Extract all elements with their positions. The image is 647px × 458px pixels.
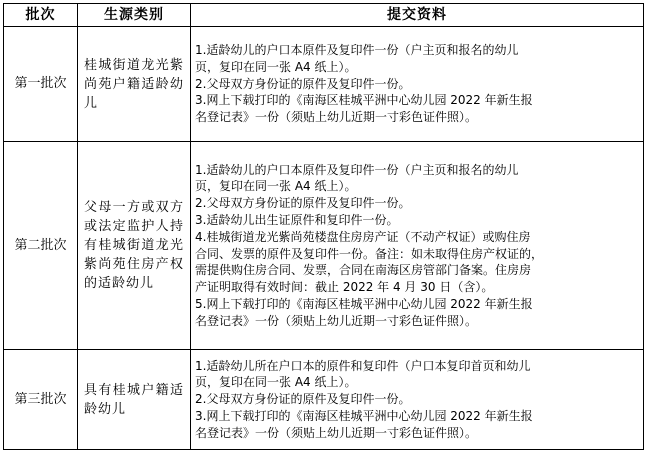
table-row-batch-1: [4, 27, 644, 142]
requirement-line: 合同、发票的原件及复印件一份。备注：如未取得住房产权证的，: [195, 246, 544, 261]
requirement-line: 1.适龄幼儿的户口本原件及复印件一份（户主页和报名的幼儿: [195, 162, 519, 177]
header-source: 生源类别: [78, 4, 191, 27]
source-cell: 桂城街道龙光紫尚苑户籍适龄幼儿: [78, 27, 191, 142]
table-row-batch-3: [4, 350, 644, 450]
header-batch: 批次: [4, 4, 78, 27]
requirement-line: 名登记表》一份（须贴上幼儿近期一寸彩色证件照）。: [195, 425, 478, 440]
batch-cell: 第三批次: [4, 350, 78, 450]
requirement-line: 4.桂城街道龙光紫尚苑楼盘住房房产证（不动产权证）或购住房: [195, 229, 531, 244]
table-header-row: [4, 4, 644, 27]
requirement-line: 3.网上下载打印的《南海区桂城平洲中心幼儿园 2022 年新生报: [195, 408, 533, 423]
requirement-line: 页，复印在同一张 A4 纸上）。: [195, 179, 357, 194]
requirements-cell: [191, 350, 644, 450]
requirement-line: 页，复印在同一张 A4 纸上）。: [195, 375, 357, 390]
requirement-line: 2.父母双方身份证的原件及复印件一份。: [195, 392, 411, 407]
batch-cell: 第二批次: [4, 142, 78, 350]
batch-cell: 第一批次: [4, 27, 78, 142]
requirement-line: 需提供购住房合同、发票，合同在南海区房管部门备案。住房房: [195, 263, 532, 278]
requirement-line: 产证明取得有效时间：截止 2022 年 4 月 30 日（含）。: [195, 280, 494, 295]
requirement-line: 1.适龄幼儿的户口本原件及复印件一份（户主页和报名的幼儿: [195, 43, 519, 57]
requirements-cell: [191, 27, 644, 142]
table-row-batch-2: [4, 142, 644, 350]
source-cell: 父母一方或双方或法定监护人持有桂城街道龙光紫尚苑住房产权的适龄幼儿: [78, 142, 191, 350]
requirement-line: 名登记表》一份（须贴上幼儿近期一寸彩色证件照）。: [195, 313, 478, 328]
requirement-line: 3.网上下载打印的《南海区桂城平洲中心幼儿园 2022 年新生报: [195, 93, 533, 108]
requirement-line: 页，复印在同一张 A4 纸上）。: [195, 59, 357, 74]
requirements-cell: [191, 142, 644, 350]
source-cell: 具有桂城户籍适龄幼儿: [78, 350, 191, 450]
admission-requirements-table: [3, 3, 644, 450]
requirement-line: 2.父母双方身份证的原件及复印件一份。: [195, 76, 411, 91]
requirement-line: 5.网上下载打印的《南海区桂城平洲中心幼儿园 2022 年新生报: [195, 296, 533, 311]
requirement-line: 2.父母双方身份证的原件及复印件一份。: [195, 196, 411, 211]
requirement-line: 1.适龄幼儿所在户口本的原件和复印件（户口本复印首页和幼儿: [195, 358, 531, 373]
header-requirements: 提交资料: [191, 4, 644, 27]
requirement-line: 3.适龄幼儿出生证原件和复印件一份。: [195, 212, 399, 227]
requirement-line: 名登记表》一份（须贴上幼儿近期一寸彩色证件照）。: [195, 110, 478, 125]
